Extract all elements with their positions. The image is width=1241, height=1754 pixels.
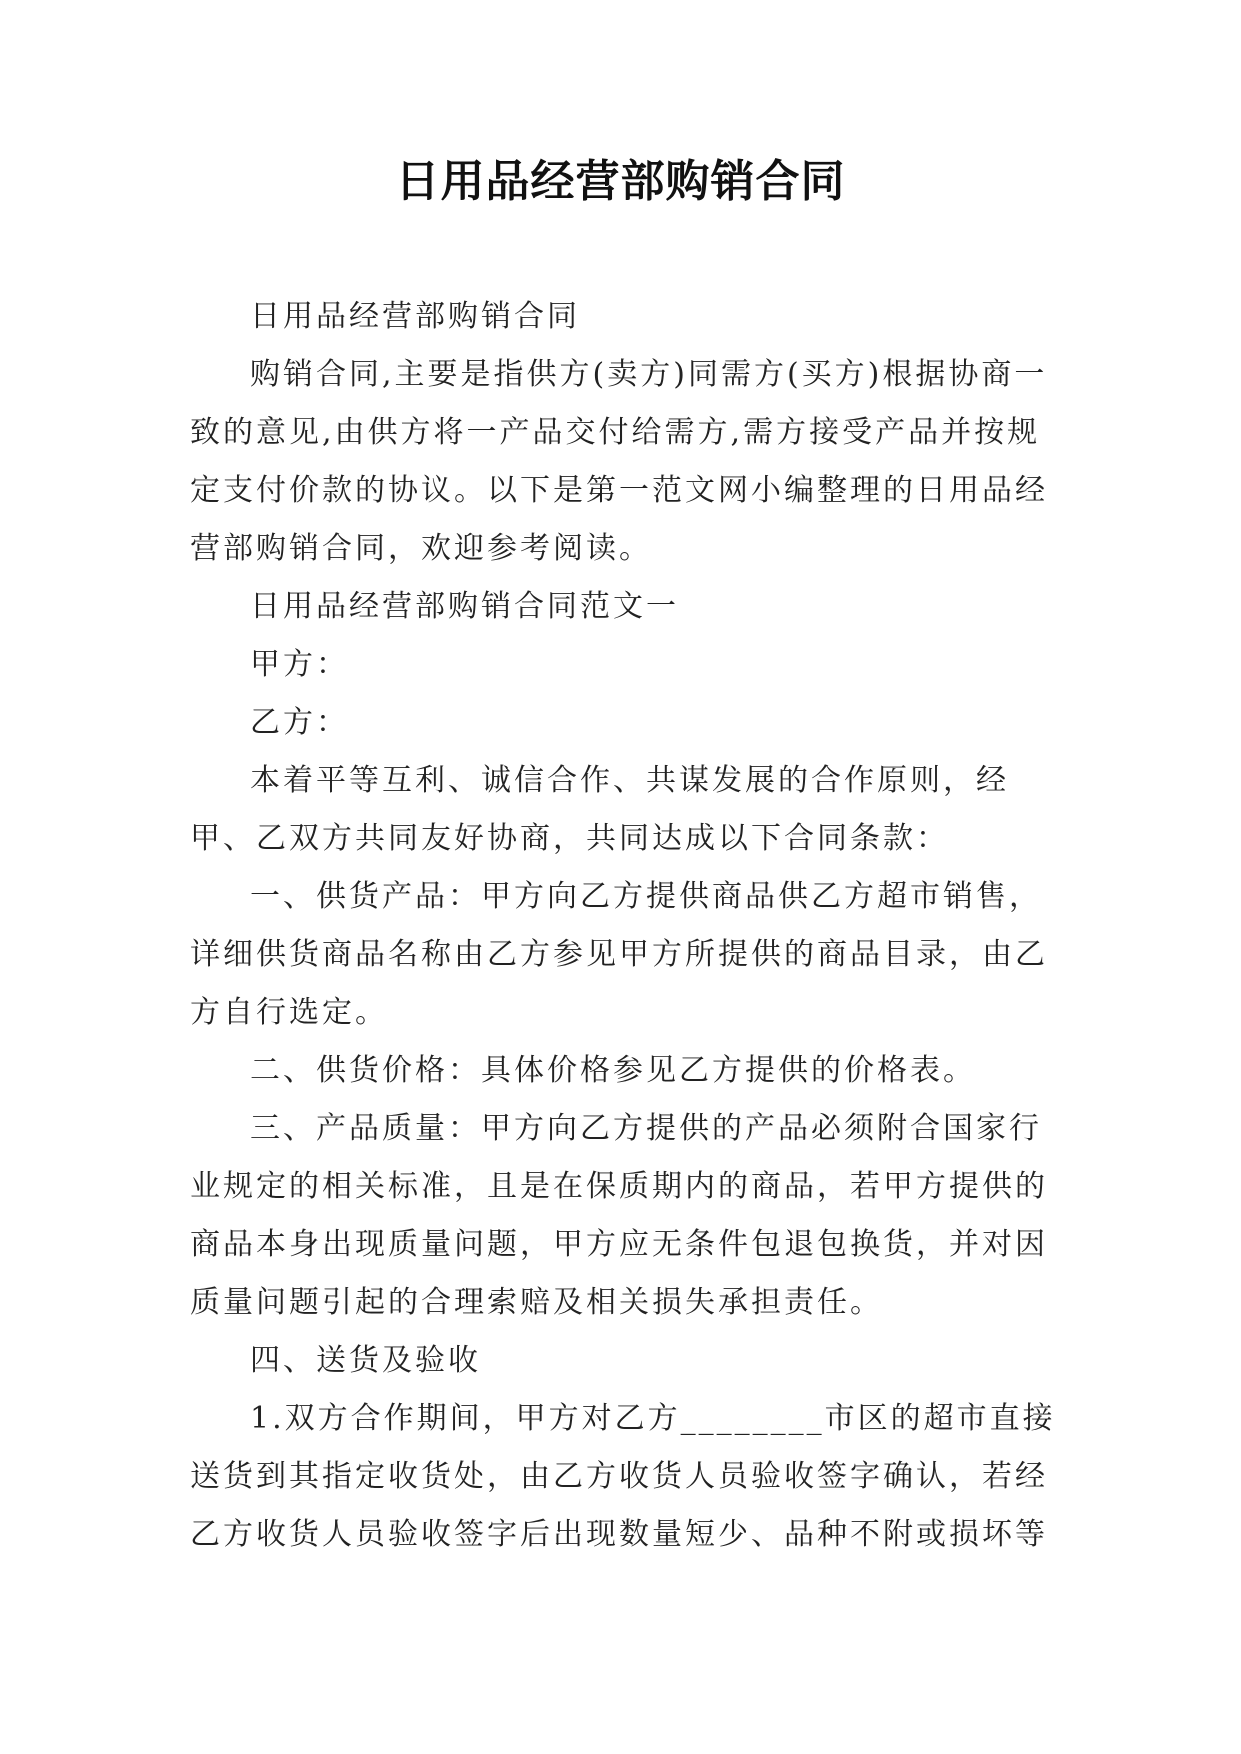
paragraph-clause-4-heading: 四、送货及验收 [250, 1343, 481, 1378]
paragraph-intro: 购销合同,主要是指供方(卖方)同需方(买方)根据协商一致的意见,由供方将一产品交付给需方,需方接受产品并按规定支付价款的协议。以下是第一范文网小编整理的日用品经营部购销合同，欢迎参考阅读。 [190, 357, 1048, 566]
document-body [190, 288, 1060, 1564]
paragraph-sample-title: 日用品经营部购销合同范文一 [250, 589, 679, 624]
paragraph-intro-title: 日用品经营部购销合同 [250, 299, 580, 334]
paragraph-clause-3: 三、产品质量：甲方向乙方提供的产品必须附合国家行业规定的相关标准，且是在保质期内的商品，若甲方提供的商品本身出现质量问题，甲方应无条件包退包换货，并对因质量问题引起的合理索赔及相关损失承担责任。 [190, 1111, 1048, 1320]
paragraph-party-a: 甲方： [250, 647, 349, 682]
paragraph-party-b: 乙方： [250, 705, 349, 740]
paragraph-clause-1: 一、供货产品：甲方向乙方提供商品供乙方超市销售，详细供货商品名称由乙方参见甲方所提供的商品目录，由乙方自行选定。 [190, 879, 1048, 1030]
paragraph-clause-2: 二、供货价格：具体价格参见乙方提供的价格表。 [250, 1053, 976, 1088]
paragraph-preamble: 本着平等互利、诚信合作、共谋发展的合作原则，经甲、乙双方共同友好协商，共同达成以下合同条款： [190, 763, 1009, 856]
paragraph-clause-4-item-1: 1.双方合作期间，甲方对乙方________市区的超市直接送货到其指定收货处，由乙方收货人员验收签字确认，若经乙方收货人员验收签字后出现数量短少、品种不附或损坏等 [190, 1401, 1056, 1552]
document-title: 日用品经营部购销合同 [395, 156, 846, 207]
